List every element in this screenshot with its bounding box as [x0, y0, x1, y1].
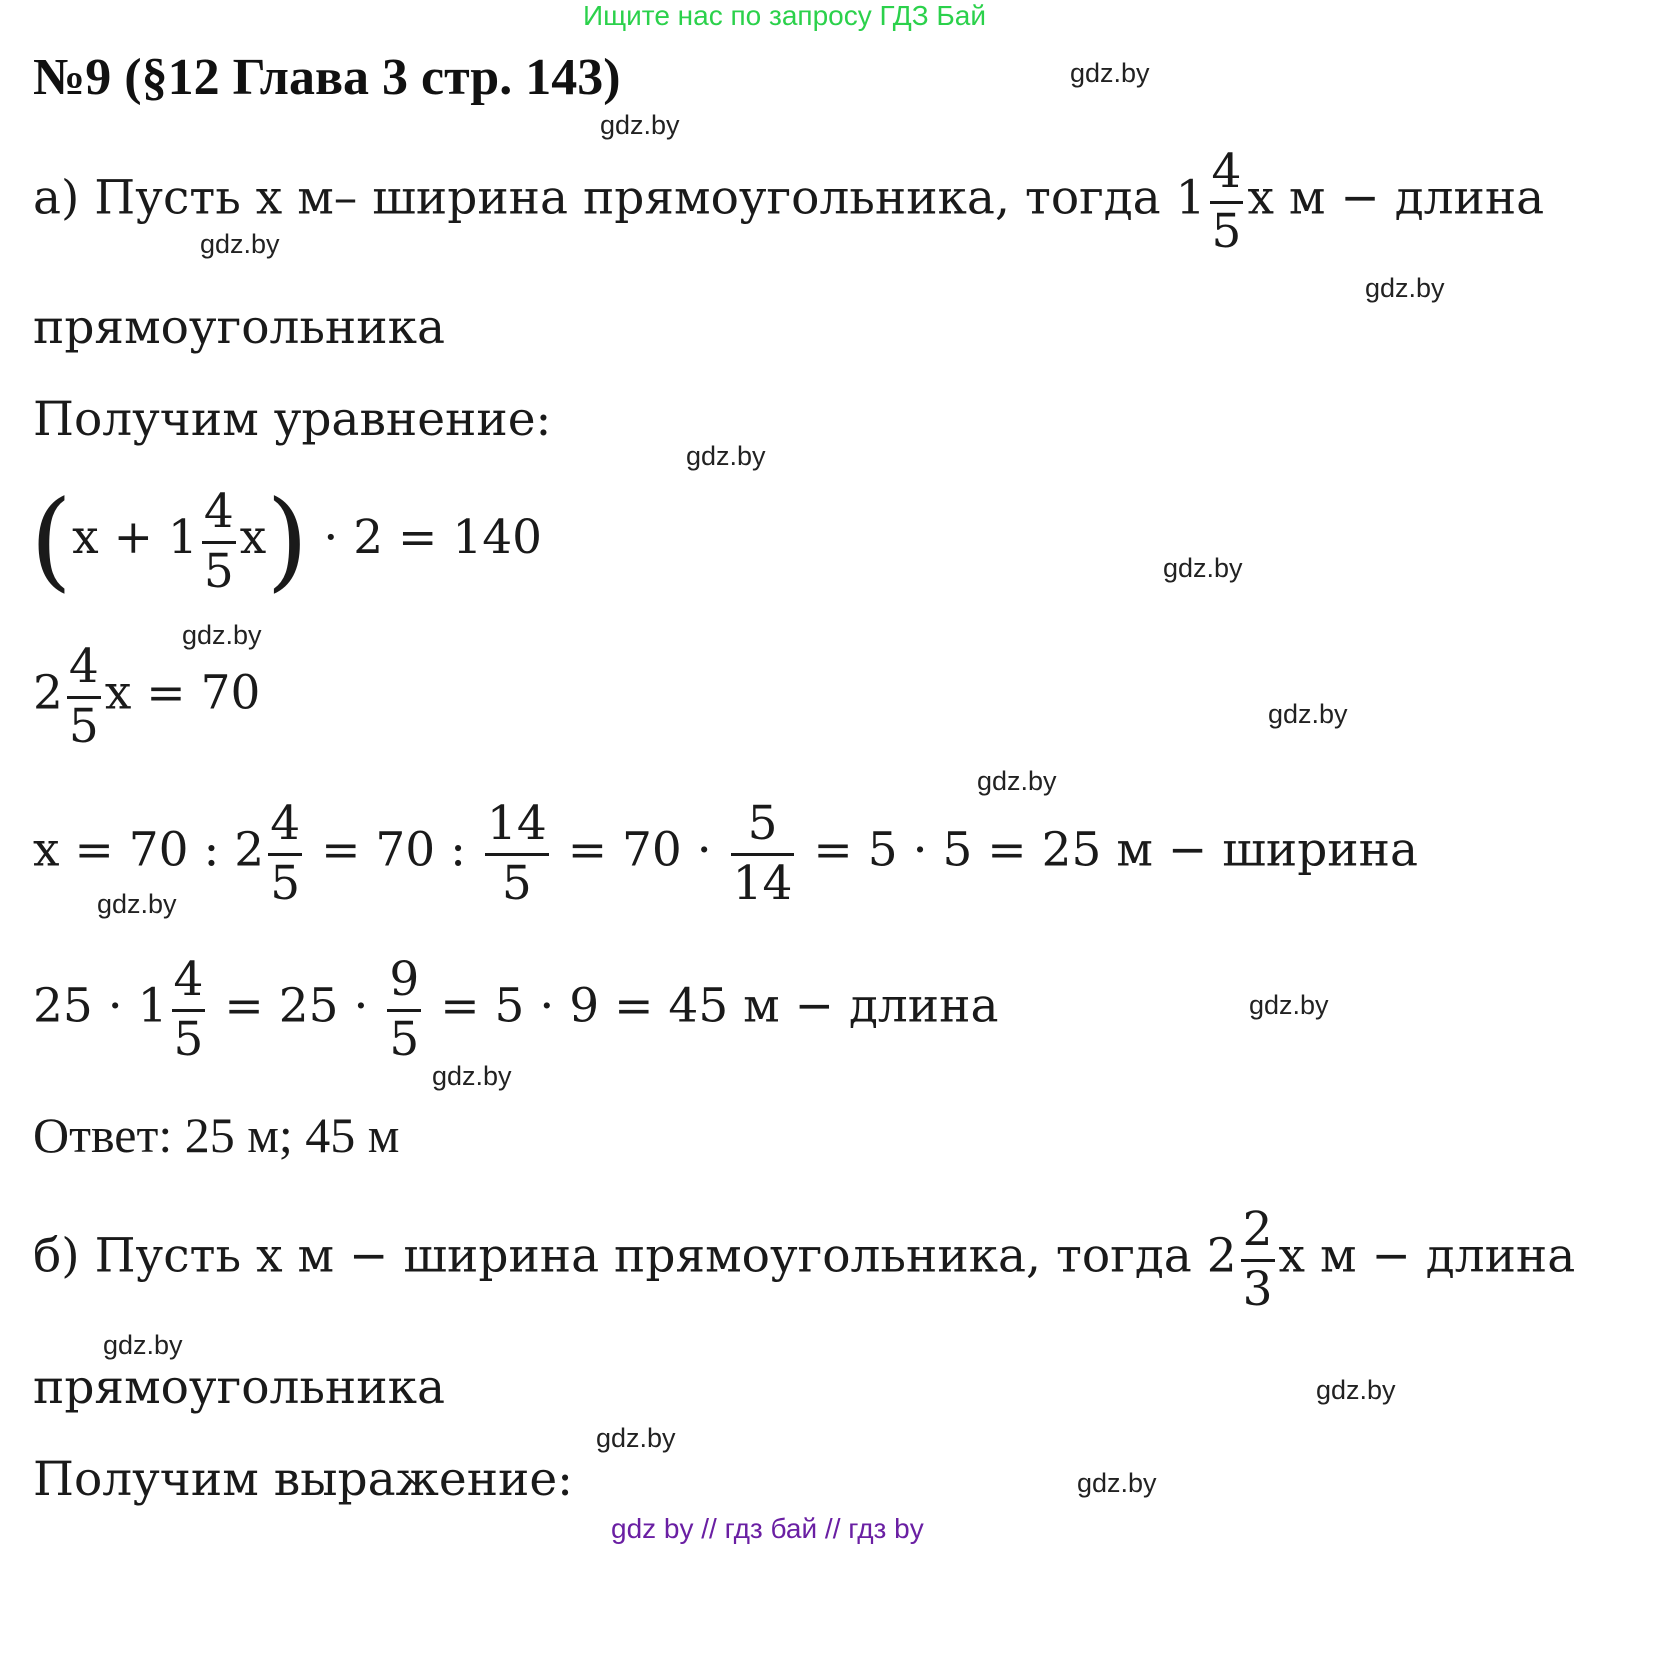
part-b-statement-text: б) Пусть х м − ширина прямоугольника, тогда 2	[33, 1228, 1237, 1284]
equation-text: = 70 ·	[567, 822, 712, 878]
equation-text: 2	[33, 665, 63, 721]
fraction	[67, 639, 101, 754]
search-hint-banner: Ищите нас по запросу ГДЗ Бай	[583, 0, 987, 31]
fraction-denominator: 5	[270, 856, 301, 911]
equation-text: х = 70	[104, 665, 261, 721]
watermark: gdz.by	[182, 620, 262, 650]
watermark: gdz.by	[1163, 553, 1243, 583]
fraction-denominator: 14	[732, 856, 793, 911]
equation-text: · 2 = 140	[323, 510, 543, 565]
fraction-numerator: 5	[747, 796, 778, 851]
fraction-denominator: 5	[203, 543, 234, 599]
part-b-expression-heading: Получим выражение:	[33, 1452, 574, 1507]
fraction-numerator: 4	[203, 483, 234, 539]
part-b-statement-line1	[33, 1202, 1576, 1317]
fraction	[268, 796, 302, 911]
answer: Ответ: 25 м; 45 м	[33, 1107, 400, 1163]
fraction-numerator: 4	[68, 639, 99, 694]
part-a-statement-line1	[33, 144, 1545, 259]
part-a-statement-tail: х м − длина	[1247, 170, 1545, 226]
fraction	[485, 796, 549, 911]
fraction-numerator: 4	[270, 796, 301, 851]
equation-text: х = 70 : 2	[33, 822, 265, 878]
watermark: gdz.by	[432, 1061, 512, 1091]
watermark: gdz.by	[977, 766, 1057, 796]
fraction	[387, 952, 421, 1067]
fraction-denominator: 5	[1211, 204, 1242, 259]
footer-links: gdz by // гдз бай // гдз by	[611, 1513, 924, 1544]
watermark: gdz.by	[1077, 1468, 1157, 1498]
watermark: gdz.by	[596, 1423, 676, 1453]
fraction	[731, 796, 795, 911]
watermark: gdz.by	[1268, 699, 1348, 729]
fraction-denominator: 5	[389, 1012, 420, 1067]
equation-text: х + 1	[72, 510, 198, 565]
fraction-numerator: 9	[389, 952, 420, 1007]
fraction-numerator: 2	[1242, 1202, 1273, 1257]
fraction	[1241, 1202, 1275, 1317]
fraction	[1210, 144, 1244, 259]
equation-text: 25 · 1	[33, 978, 168, 1034]
equation-text: х	[239, 510, 267, 565]
part-b-statement-line2: прямоугольника	[33, 1360, 445, 1415]
equation-1	[30, 478, 543, 603]
part-a-equation-heading: Получим уравнение:	[33, 392, 552, 447]
fraction-denominator: 5	[501, 856, 532, 911]
watermark: gdz.by	[686, 441, 766, 471]
equation-2	[33, 639, 261, 754]
part-a-statement-text: а) Пусть х м– ширина прямоугольника, тогда 1	[33, 170, 1206, 226]
watermark: gdz.by	[1316, 1375, 1396, 1405]
watermark: gdz.by	[200, 229, 280, 259]
equation-3	[33, 796, 1418, 911]
watermark: gdz.by	[103, 1330, 183, 1360]
equation-4	[33, 952, 999, 1067]
fraction-numerator: 4	[173, 952, 204, 1007]
fraction-denominator: 5	[173, 1012, 204, 1067]
watermark: gdz.by	[1365, 273, 1445, 303]
close-paren: )	[266, 478, 309, 603]
open-paren: (	[30, 478, 73, 603]
page-title: №9 (§12 Глава 3 стр. 143)	[33, 49, 621, 106]
watermark: gdz.by	[1070, 58, 1150, 88]
fraction-numerator: 14	[486, 796, 547, 851]
fraction	[202, 483, 236, 599]
equation-text: = 25 ·	[224, 978, 369, 1034]
fraction-numerator: 4	[1211, 144, 1242, 199]
part-b-statement-tail: х м − длина	[1278, 1228, 1576, 1284]
equation-text: = 5 · 9 = 45 м − длина	[440, 978, 999, 1034]
fraction-denominator: 5	[68, 699, 99, 754]
fraction	[172, 952, 206, 1067]
equation-text: = 70 :	[321, 822, 466, 878]
watermark: gdz.by	[600, 110, 680, 140]
watermark: gdz.by	[1249, 990, 1329, 1020]
part-a-statement-line2: прямоугольника	[33, 300, 445, 355]
fraction-denominator: 3	[1242, 1262, 1273, 1317]
watermark: gdz.by	[97, 889, 177, 919]
equation-text: = 5 · 5 = 25 м − ширина	[813, 822, 1418, 878]
